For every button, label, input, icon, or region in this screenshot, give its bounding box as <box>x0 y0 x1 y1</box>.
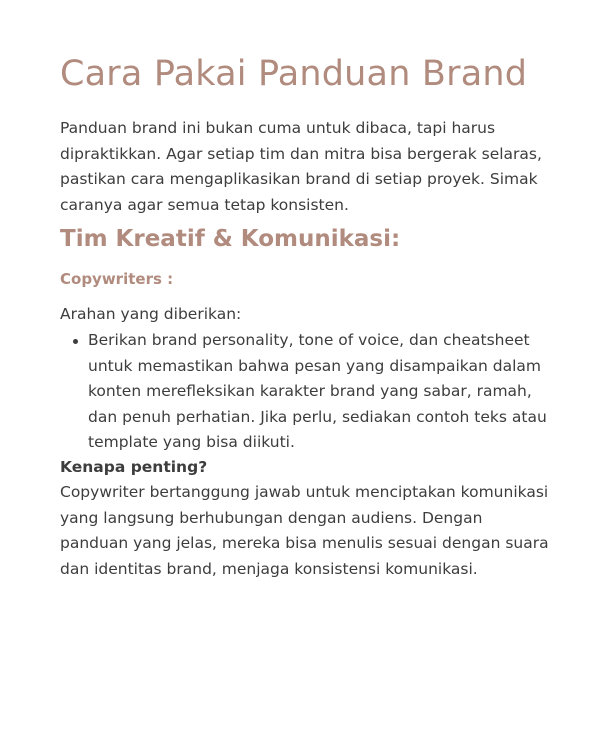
why-paragraph: Copywriter bertanggung jawab untuk menciptakan komunikasi yang langsung berhubungan dengan audiens. Dengan panduan yang jelas, mereka bisa menulis sesuai dengan suara dan identitas brand, menjaga konsistensi komunikasi. <box>60 483 549 578</box>
intro-paragraph: Panduan brand ini bukan cuma untuk dibaca, tapi harus dipraktikkan. Agar setiap tim dan mitra bisa bergerak selaras, pastikan cara mengaplikasikan brand di setiap proyek. Simak caranya agar semua tetap konsisten. <box>60 119 542 214</box>
list-item-text: Berikan brand personality, tone of voice, dan cheatsheet untuk memastikan bahwa pesan yang disampaikan dalam konten merefleksikan karakter brand yang sabar, ramah, dan penuh perhatian. Jika perlu, sediakan contoh teks atau template yang bisa diikuti. <box>88 331 547 451</box>
section-heading: Tim Kreatif & Komunikasi: <box>60 226 401 252</box>
list-item <box>60 328 550 456</box>
why-heading: Kenapa penting? <box>60 458 208 476</box>
page-title: Cara Pakai Panduan Brand <box>60 54 528 94</box>
instructions-list <box>60 328 550 456</box>
instructions-lead: Arahan yang diberikan: <box>60 305 242 323</box>
bullet-icon <box>73 339 78 344</box>
role-heading: Copywriters : <box>60 270 174 288</box>
